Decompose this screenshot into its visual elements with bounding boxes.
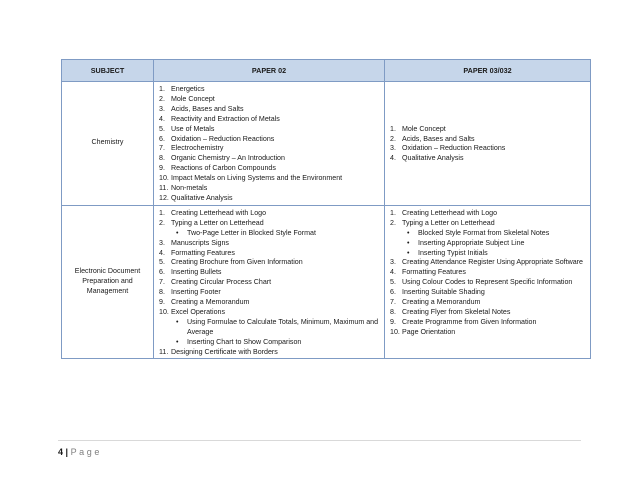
list-item	[159, 278, 381, 288]
topic-list	[159, 85, 381, 204]
item-text: Creating a Memorandum	[402, 298, 481, 307]
item-number: 2.	[390, 218, 396, 227]
item-text: Creating Brochure from Given Information	[171, 258, 303, 267]
item-number: 12.	[159, 193, 169, 202]
topic-list	[159, 209, 381, 358]
list-item	[390, 288, 587, 298]
page-footer	[58, 440, 581, 465]
list-item	[159, 258, 381, 268]
list-item	[159, 115, 381, 125]
item-text: Mole Concept	[402, 124, 446, 133]
list-item	[159, 288, 381, 298]
footer-separator: |	[65, 447, 69, 457]
list-item	[390, 144, 587, 154]
item-text: Creating Attendance Register Using Appropriate Software	[402, 258, 583, 267]
item-text: Using Colour Codes to Represent Specific Information	[402, 278, 573, 287]
item-text: Using Formulae to Calculate Totals, Minimum, Maximum and Average	[187, 317, 379, 336]
list-item	[159, 184, 381, 194]
item-number: 1.	[159, 85, 165, 93]
list-item	[159, 154, 381, 164]
list-item	[159, 298, 381, 308]
item-number: 8.	[159, 288, 165, 297]
list-item	[159, 219, 381, 229]
bullet-marker: •	[407, 248, 410, 257]
item-number: 9.	[390, 317, 396, 326]
list-item	[159, 105, 381, 115]
list-item	[159, 164, 381, 174]
item-number: 4.	[390, 268, 396, 277]
item-number: 10.	[390, 327, 400, 336]
item-text: Creating Letterhead with Logo	[171, 208, 267, 217]
item-number: 3.	[390, 258, 396, 267]
item-text: Creating Circular Process Chart	[171, 278, 272, 287]
item-text: Create Programme from Given Information	[402, 317, 537, 326]
list-item	[390, 268, 587, 278]
paper-03-cell	[385, 205, 591, 359]
list-item	[159, 144, 381, 154]
item-number: 4.	[159, 248, 165, 257]
item-number: 10.	[159, 307, 169, 316]
list-item	[390, 308, 587, 318]
item-text: Formatting Features	[402, 268, 466, 277]
item-number: 4.	[159, 114, 165, 123]
paper-03-cell	[385, 82, 591, 206]
table-row	[62, 205, 591, 359]
item-number: 10.	[159, 174, 169, 183]
item-number: 3.	[390, 144, 396, 153]
item-text: Use of Metals	[171, 124, 215, 133]
item-number: 1.	[159, 208, 165, 217]
list-item	[390, 298, 587, 308]
list-item	[390, 209, 587, 219]
item-number: 6.	[159, 268, 165, 277]
list-item	[390, 125, 587, 135]
item-number: 4.	[390, 154, 396, 163]
item-text: Inserting Bullets	[171, 268, 222, 277]
list-item	[159, 348, 381, 358]
item-text: Typing a Letter on Letterhead	[171, 218, 264, 227]
list-item	[390, 135, 587, 145]
item-text: Manuscripts Signs	[171, 238, 229, 247]
item-number: 2.	[159, 218, 165, 227]
item-text: Inserting Chart to Show Comparison	[187, 337, 302, 346]
item-text: Non-metals	[171, 184, 208, 193]
item-text: Creating Letterhead with Logo	[402, 208, 498, 217]
item-text: Reactivity and Extraction of Metals	[171, 114, 280, 123]
item-number: 1.	[390, 208, 396, 217]
list-item	[159, 239, 381, 249]
list-item	[159, 85, 381, 95]
item-text: Designing Certificate with Borders	[171, 347, 278, 356]
list-item	[159, 135, 381, 145]
item-text: Excel Operations	[171, 307, 226, 316]
item-number: 6.	[390, 288, 396, 297]
bullet-marker: •	[176, 337, 179, 346]
item-number: 5.	[159, 124, 165, 133]
item-number: 5.	[159, 258, 165, 267]
page-label: Page	[70, 447, 102, 457]
item-number: 11.	[159, 347, 169, 356]
bullet-marker: •	[176, 228, 179, 237]
item-text: Creating a Memorandum	[171, 298, 250, 307]
item-number: 5.	[390, 278, 396, 287]
item-number: 8.	[159, 154, 165, 163]
item-text: Inserting Typist Initials	[418, 248, 488, 257]
item-number: 9.	[159, 298, 165, 307]
list-item	[390, 239, 587, 249]
item-text: Inserting Footer	[171, 288, 221, 297]
item-number: 3.	[159, 238, 165, 247]
list-item	[390, 318, 587, 328]
bullet-marker: •	[176, 317, 179, 326]
list-item	[390, 258, 587, 268]
item-text: Organic Chemistry – An Introduction	[171, 154, 285, 163]
list-item	[159, 125, 381, 135]
list-item	[159, 209, 381, 219]
paper-02-cell	[154, 82, 385, 206]
item-number: 9.	[159, 164, 165, 173]
bullet-marker: •	[407, 228, 410, 237]
item-number: 11.	[159, 184, 169, 193]
list-item	[159, 268, 381, 278]
list-item	[390, 328, 587, 338]
item-text: Blocked Style Format from Skeletal Notes	[418, 228, 550, 237]
item-number: 2.	[390, 134, 396, 143]
item-text: Impact Metals on Living Systems and the Environment	[171, 174, 343, 183]
item-text: Oxidation – Reduction Reactions	[171, 134, 275, 143]
item-text: Formatting Features	[171, 248, 235, 257]
list-item	[159, 95, 381, 105]
item-number: 8.	[390, 307, 396, 316]
list-item	[390, 219, 587, 229]
item-text: Acids, Bases and Salts	[402, 134, 475, 143]
list-item	[159, 338, 381, 348]
table-row	[62, 82, 591, 206]
item-text: Typing a Letter on Letterhead	[402, 218, 495, 227]
subject-cell: Electronic Document Preparation and Management	[62, 205, 154, 359]
item-text: Electrochemistry	[171, 144, 224, 153]
item-number: 7.	[390, 298, 396, 307]
list-item	[159, 174, 381, 184]
item-text: Acids, Bases and Salts	[171, 104, 244, 113]
paper-02-cell	[154, 205, 385, 359]
item-text: Oxidation – Reduction Reactions	[402, 144, 506, 153]
list-item	[159, 308, 381, 318]
item-number: 2.	[159, 94, 165, 103]
header-paper-03: PAPER 03/032	[385, 60, 591, 82]
item-text: Energetics	[171, 85, 205, 93]
header-subject: SUBJECT	[62, 60, 154, 82]
list-item	[159, 249, 381, 259]
list-item	[159, 194, 381, 204]
item-text: Creating Flyer from Skeletal Notes	[402, 307, 511, 316]
topic-list	[390, 125, 587, 165]
item-number: 1.	[390, 124, 396, 133]
list-item	[390, 278, 587, 288]
item-text: Inserting Appropriate Subject Line	[418, 238, 525, 247]
item-number: 7.	[159, 144, 165, 153]
subject-cell: Chemistry	[62, 82, 154, 206]
item-text: Mole Concept	[171, 94, 215, 103]
list-item	[390, 154, 587, 164]
item-text: Qualitative Analysis	[402, 154, 464, 163]
syllabus-table	[61, 59, 591, 359]
header-row	[62, 60, 591, 82]
item-text: Reactions of Carbon Compounds	[171, 164, 276, 173]
page-number: 4	[58, 447, 64, 457]
list-item	[159, 318, 381, 338]
bullet-marker: •	[407, 238, 410, 247]
header-paper-02: PAPER 02	[154, 60, 385, 82]
item-text: Inserting Suitable Shading	[402, 288, 485, 297]
topic-list	[390, 209, 587, 338]
item-text: Qualitative Analysis	[171, 193, 233, 202]
list-item	[390, 249, 587, 259]
item-text: Two-Page Letter in Blocked Style Format	[187, 228, 316, 237]
list-item	[390, 229, 587, 239]
item-text: Page Orientation	[402, 327, 456, 336]
item-number: 7.	[159, 278, 165, 287]
item-number: 6.	[159, 134, 165, 143]
item-number: 3.	[159, 104, 165, 113]
list-item	[159, 229, 381, 239]
